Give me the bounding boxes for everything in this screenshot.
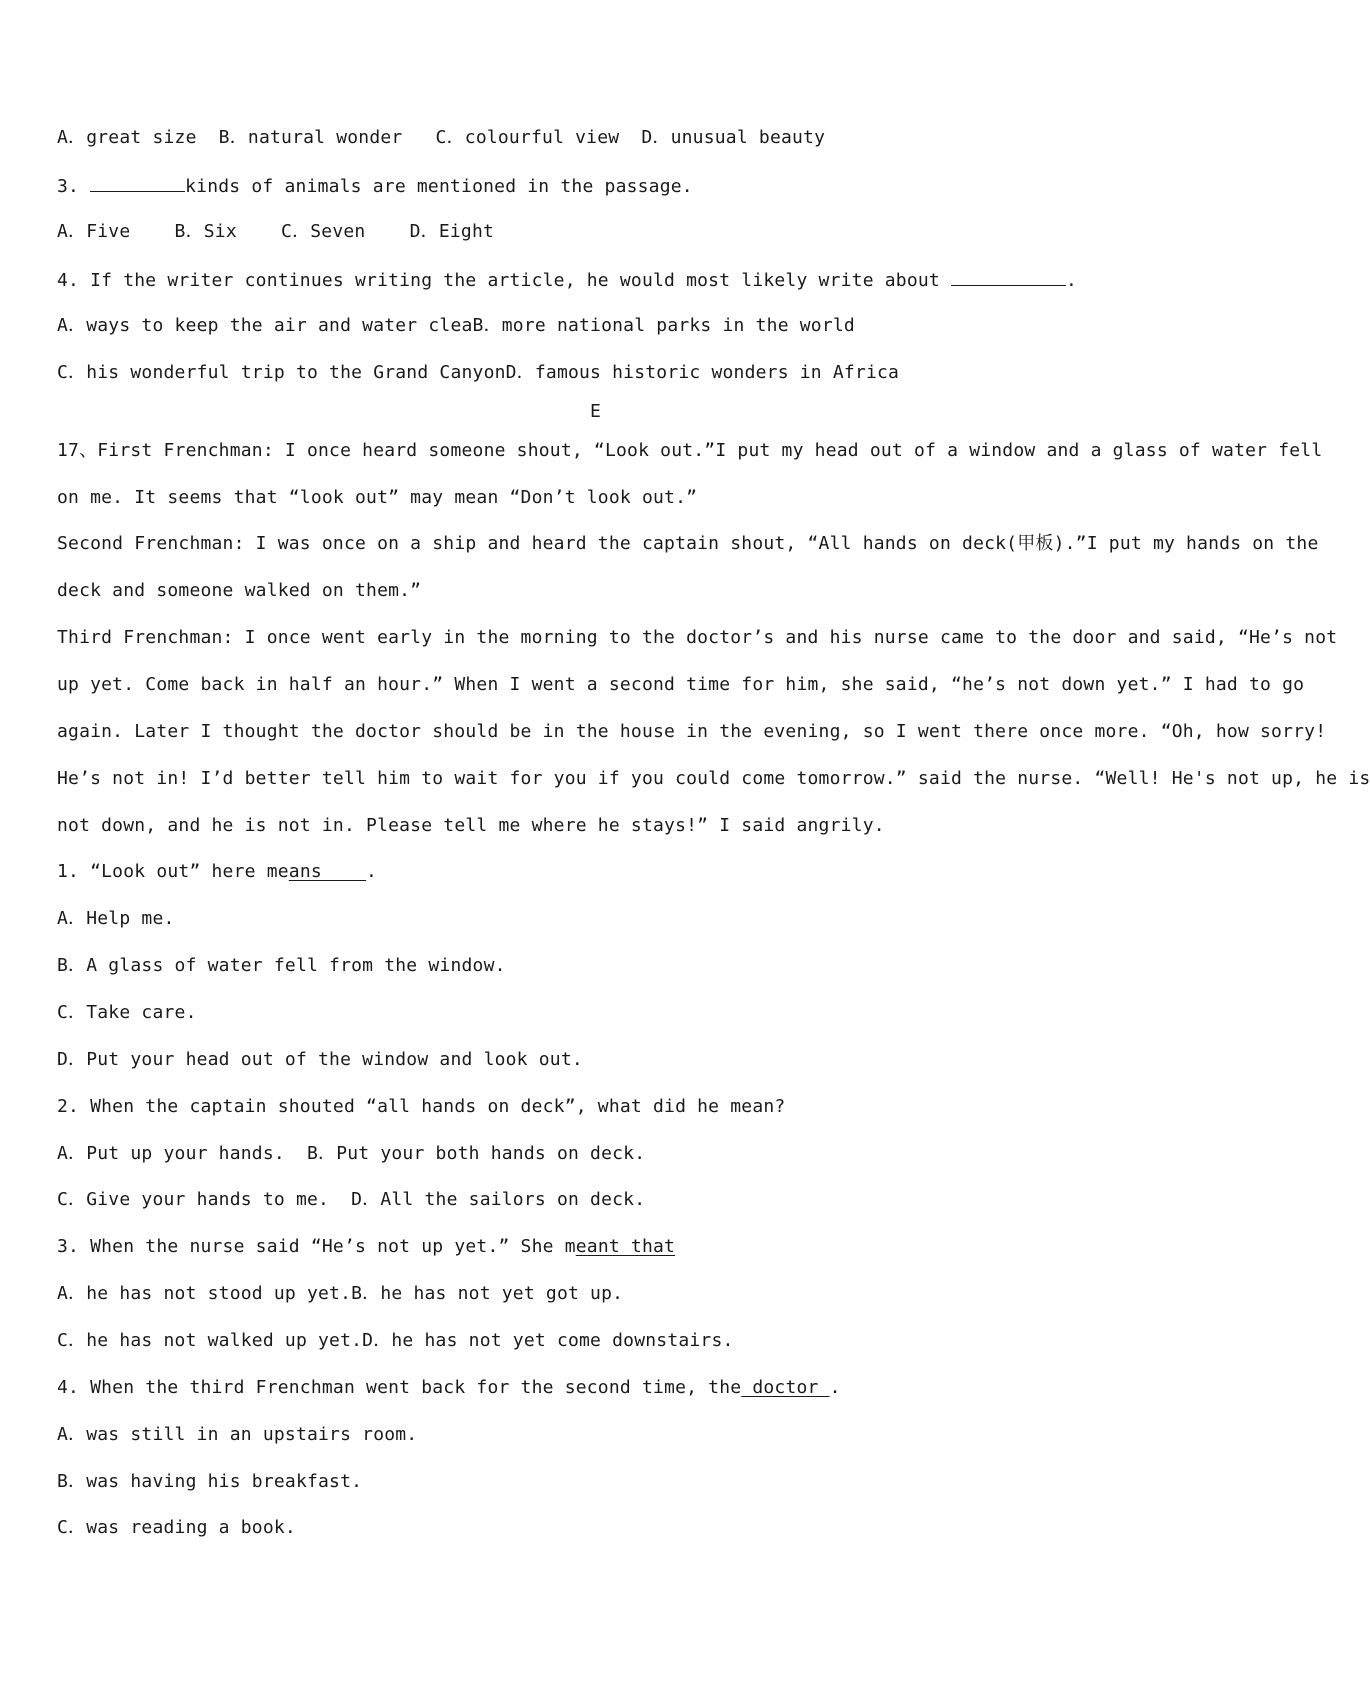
- q3-options: A．Five B．Six C．Seven D．Eight: [57, 221, 495, 242]
- q4-options-line1: A．ways to keep the air and water cleaB．more national parks in the world: [57, 315, 855, 336]
- option-d: D．Put your head out of the window and look out.: [57, 1049, 583, 1070]
- passage-line: again. Later I thought the doctor should be in the house in the evening, so I went there once more. “Oh, how sorry!: [57, 721, 1327, 742]
- q3-stem: [57, 173, 693, 199]
- passage-line: on me. It seems that “look out” may mean “Don’t look out.”: [57, 487, 698, 508]
- answer-blank: eant that: [575, 1236, 676, 1257]
- option-a: A．was still in an upstairs room.: [57, 1424, 418, 1445]
- q4-stem-text: 4. If the writer continues writing the article, he would most likely write about: [57, 270, 951, 291]
- option-b: B．was having his breakfast.: [57, 1471, 363, 1492]
- q4-stem-end: .: [829, 1377, 841, 1398]
- q3-stem-text: kinds of animals are mentioned in the passage.: [185, 176, 693, 197]
- q4-stem-text: 4. When the third Frenchman went back for the second time, the: [57, 1377, 742, 1398]
- question-2-stem: 2. When the captain shouted “all hands on deck”, what did he mean?: [57, 1096, 786, 1117]
- passage-line: He’s not in! I’d better tell him to wait for you if you could come tomorrow.” said the nurse. “Well! He's not up, he is: [57, 768, 1370, 789]
- q4-options-line2: C．his wonderful trip to the Grand CanyonD．famous historic wonders in Africa: [57, 362, 900, 383]
- answer-blank: ans: [288, 861, 367, 882]
- passage-line: Third Frenchman: I once went early in the morning to the doctor’s and his nurse came to the door and said, “He’s not: [57, 627, 1338, 648]
- option-a: A．Help me.: [57, 908, 175, 929]
- question-3-stem: [57, 1235, 675, 1259]
- passage-line: up yet. Come back in half an hour.” When I went a second time for him, she said, “he’s not down yet.” I had to go: [57, 674, 1305, 695]
- option-c: C．was reading a book.: [57, 1517, 296, 1538]
- q1-stem-text: 1. “Look out” here me: [57, 861, 289, 882]
- question-2-options-cd: C．Give your hands to me. D．All the sailors on deck.: [57, 1189, 646, 1210]
- answer-blank: doctor: [741, 1377, 830, 1398]
- option-b: B．A glass of water fell from the window.: [57, 955, 506, 976]
- question-2-options-ab: A．Put up your hands. B．Put your both hands on deck.: [57, 1143, 646, 1164]
- q3-stem-number: 3.: [57, 176, 91, 197]
- question-3-options-cd: C．he has not walked up yet.D．he has not yet come downstairs.: [57, 1330, 734, 1351]
- passage-line: 17、First Frenchman: I once heard someone shout, “Look out.”I put my head out of a window and a glass of water fell: [57, 440, 1323, 461]
- question-3-options-ab: A．he has not stood up yet.B．he has not yet got up.: [57, 1283, 624, 1304]
- answer-blank: [951, 267, 1066, 286]
- option-c: C．Take care.: [57, 1002, 197, 1023]
- question-1-stem: [57, 860, 377, 884]
- q4-stem-end: .: [1066, 270, 1078, 291]
- q2-options: A．great size B．natural wonder C．colourful view D．unusual beauty: [57, 127, 826, 148]
- passage-line: Second Frenchman: I was once on a ship and heard the captain shout, “All hands on deck(甲板).”I put my hands on the: [57, 533, 1319, 554]
- answer-blank: [90, 173, 185, 192]
- section-heading: E: [589, 401, 602, 422]
- passage-line: not down, and he is not in. Please tell me where he stays!” I said angrily.: [57, 815, 885, 836]
- q1-stem-end: .: [366, 861, 378, 882]
- passage-line: deck and someone walked on them.”: [57, 580, 422, 601]
- q3-stem-text: 3. When the nurse said “He’s not up yet.” She m: [57, 1236, 576, 1257]
- q4-stem: [57, 267, 1077, 293]
- question-4-stem: [57, 1376, 841, 1400]
